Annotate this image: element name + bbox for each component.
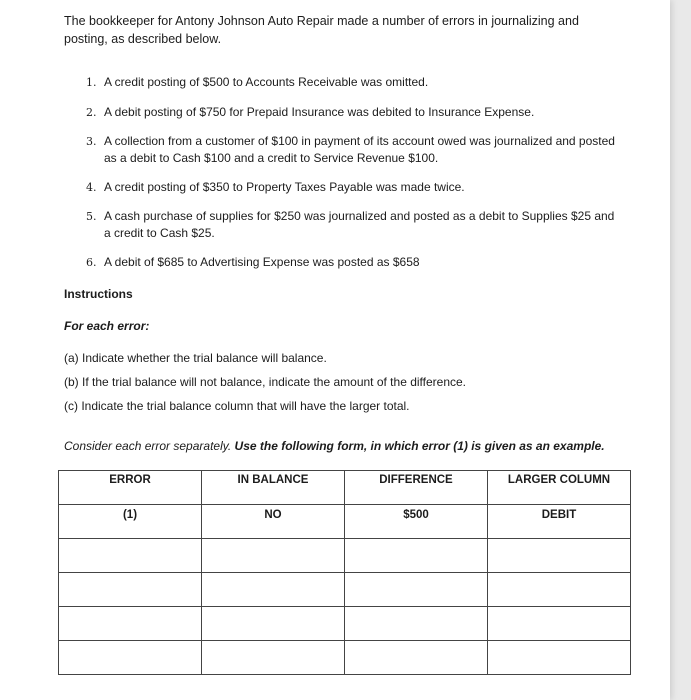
table-row xyxy=(59,641,631,675)
consider-part1: Consider each error separately. xyxy=(64,439,232,453)
consider-part2: Use the following form, in which error (1) is given as an example. xyxy=(231,439,605,453)
table-cell: (1) xyxy=(59,505,202,539)
table-cell xyxy=(59,573,202,607)
table-cell xyxy=(345,539,488,573)
table-cell: DEBIT xyxy=(488,505,631,539)
table-cell xyxy=(345,573,488,607)
table-cell xyxy=(59,607,202,641)
list-item: 5. A cash purchase of supplies for $250 was journalized and posted as a debit to Supplies $25 and a credit to Cash $25. xyxy=(86,209,615,240)
table-cell xyxy=(488,539,631,573)
table-cell: NO xyxy=(202,505,345,539)
consider-sentence xyxy=(64,439,624,453)
for-each-heading: For each error: xyxy=(64,319,150,333)
list-item: 4. A credit posting of $350 to Property Taxes Payable was made twice. xyxy=(86,180,465,194)
table-cell: $500 xyxy=(345,505,488,539)
table-cell xyxy=(202,573,345,607)
table-cell xyxy=(59,641,202,675)
table-row xyxy=(59,539,631,573)
list-item: 1. A credit posting of $500 to Accounts Receivable was omitted. xyxy=(86,75,429,89)
instruction-a: (a) Indicate whether the trial balance will balance. xyxy=(64,351,327,365)
list-item: 3. A collection from a customer of $100 in payment of its account owed was journalized and posted as a debit to Cash $100 and a credit to Service Revenue $100. xyxy=(86,134,615,165)
column-header-larger-column: LARGER COLUMN xyxy=(488,471,631,505)
table-row xyxy=(59,607,631,641)
instructions-heading: Instructions xyxy=(64,287,133,301)
table-cell xyxy=(345,641,488,675)
list-item: 2. A debit posting of $750 for Prepaid Insurance was debited to Insurance Expense. xyxy=(86,105,535,119)
instruction-c: (c) Indicate the trial balance column that will have the larger total. xyxy=(64,399,410,413)
table-cell xyxy=(59,539,202,573)
table-cell xyxy=(202,641,345,675)
answer-form-table xyxy=(58,470,631,675)
intro-paragraph: The bookkeeper for Antony Johnson Auto Repair made a number of errors in journalizing and posting, as described below. xyxy=(64,14,579,46)
table-row xyxy=(59,573,631,607)
instruction-b: (b) If the trial balance will not balance, indicate the amount of the difference. xyxy=(64,375,467,389)
table-cell xyxy=(202,539,345,573)
column-header-difference: DIFFERENCE xyxy=(345,471,488,505)
table-row xyxy=(59,505,631,539)
column-header-error: ERROR xyxy=(59,471,202,505)
table-cell xyxy=(488,573,631,607)
list-item: 6. A debit of $685 to Advertising Expense was posted as $658 xyxy=(86,255,420,269)
table-cell xyxy=(345,607,488,641)
table-cell xyxy=(488,607,631,641)
column-header-in-balance: IN BALANCE xyxy=(202,471,345,505)
table-header-row xyxy=(59,471,631,505)
table-cell xyxy=(488,641,631,675)
table-cell xyxy=(202,607,345,641)
